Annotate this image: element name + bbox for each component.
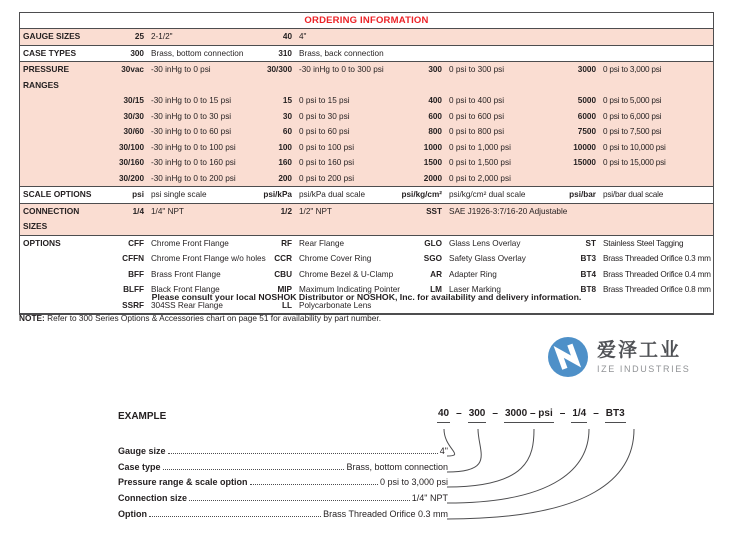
code-cell: RF [281,238,292,248]
code-cell: 60 [282,127,292,136]
section-label: CASE TYPES [23,47,77,58]
part-segment-case-type: 300 [468,408,487,423]
code-cell: CBU [274,269,292,279]
desc-cell: 0 psi to 600 psi [449,111,505,121]
desc-cell: psi/kPa dual scale [299,190,365,199]
desc-cell: Brass Front Flange [151,269,221,279]
code-cell: BT8 [580,285,596,294]
desc-cell: Brass, bottom connection [151,48,244,58]
example-row-label: Case type [118,461,161,472]
example-row-pressure-range [118,475,448,491]
desc-cell: Chrome Front Flange w/o holes [151,254,266,263]
desc-cell: -30 inHg to 0 to 160 psi [151,158,236,167]
note-prefix: NOTE: [19,313,45,323]
code-cell: 30/300 [266,65,292,74]
table-row [20,204,713,235]
desc-cell: Chrome Bezel & U-Clamp [299,269,394,279]
logo-chinese-name: 爱泽工业 [597,339,682,361]
desc-cell: -30 inHg to 0 to 200 psi [151,173,236,183]
example-row-connection-size [118,491,448,507]
code-cell: 400 [428,96,442,105]
part-separator: – [492,408,498,419]
table-row [20,62,713,93]
section-label: CONNECTION SIZES [23,205,80,231]
example-row-label: Option [118,508,147,519]
code-cell: 300 [130,48,144,58]
code-cell: 1/2 [280,206,292,216]
note-text [19,313,381,323]
section-connection-sizes [20,204,713,236]
section-label: GAUGE SIZES [23,31,81,41]
section-pressure-ranges [20,62,713,187]
part-segment-range-scale: 3000 – psi [504,408,554,423]
table-row [20,29,713,45]
code-cell: 40 [282,32,292,41]
code-cell: 200 [278,173,292,183]
desc-cell: 0 psi to 800 psi [449,127,505,136]
desc-cell: Glass Lens Overlay [449,238,521,248]
desc-cell: 304SS Rear Flange [151,300,223,310]
desc-cell: 0 psi to 15,000 psi [603,158,666,167]
desc-cell: psi single scale [151,190,207,199]
desc-cell: -30 inHg to 0 to 60 psi [151,127,232,136]
table-row [20,187,713,203]
code-cell: 310 [278,48,292,58]
table-title: ORDERING INFORMATION [20,13,713,29]
code-cell: BLFF [123,285,144,294]
code-cell: psi/kPa [263,190,292,199]
part-separator: – [559,408,566,419]
example-legend [118,444,448,523]
part-separator: – [456,408,462,419]
desc-cell: 0 psi to 7,500 psi [603,127,662,136]
table-row [20,267,713,283]
desc-cell: -30 inHg to 0 to 15 psi [151,96,232,105]
ize-logo-text [597,341,690,374]
code-cell: 100 [278,142,292,152]
code-cell: 30/60 [123,127,144,136]
table-row [20,109,713,125]
desc-cell: 0 psi to 60 psi [299,127,350,136]
code-cell: 800 [428,127,442,136]
desc-cell: Laser Marking [449,285,501,294]
table-row [20,46,713,62]
table-row [20,155,713,171]
example-row-label: Connection size [118,493,188,504]
desc-cell: 0 psi to 300 psi [449,65,505,74]
desc-cell: Chrome Front Flange [151,238,229,248]
code-cell: AR [430,269,442,279]
dot-leader [163,469,345,470]
code-cell: 5000 [577,96,596,105]
desc-cell: psi/kg/cm² dual scale [449,190,526,199]
desc-cell: 0 psi to 5,000 psi [603,96,662,105]
dot-leader [189,500,410,501]
code-cell: 6000 [577,111,596,121]
desc-cell: 0 psi to 10,000 psi [603,142,666,152]
code-cell: 30/160 [118,158,144,167]
desc-cell: Chrome Cover Ring [299,254,372,263]
code-cell: MIP [277,285,292,294]
desc-cell: 0 psi to 3,000 psi [603,65,662,74]
example-row-gauge-size [118,444,448,460]
desc-cell: 0 psi to 160 psi [299,158,355,167]
section-case-types [20,46,713,63]
ordering-information-table [19,12,714,315]
code-cell: LL [281,300,292,310]
code-cell: psi [132,190,144,199]
code-cell: CCR [274,254,292,263]
code-cell: LM [430,285,442,294]
code-cell: ST [585,238,596,248]
code-cell: 30 [282,111,292,121]
ordering-table-body [20,29,713,313]
code-cell: 30/200 [118,173,144,183]
desc-cell: 4" [299,32,307,41]
dot-leader [168,453,438,454]
desc-cell: Polycarbonate Lens [299,300,372,310]
code-cell: BT3 [580,254,596,263]
desc-cell: 0 psi to 1,000 psi [449,142,511,152]
code-cell: 300 [428,65,442,74]
table-row [20,93,713,109]
consult-distributor-text: Please consult your local NOSHOK Distributor or NOSHOK, Inc. for availability and delivery information. [151,292,582,302]
table-row [20,251,713,267]
desc-cell: 0 psi to 15 psi [299,96,350,105]
desc-cell: Black Front Flange [151,285,220,294]
code-cell: psi/bar [569,190,596,199]
code-cell: 600 [428,111,442,121]
part-separator: – [593,408,599,419]
desc-cell: 1/4" NPT [151,206,184,216]
example-row-value: 4" [439,446,448,456]
code-cell: 3000 [577,65,596,74]
desc-cell: 0 psi to 2,000 psi [449,173,511,183]
desc-cell: Rear Flange [299,238,345,248]
desc-cell: -30 inHg to 0 to 300 psi [299,65,384,74]
example-row-case-type [118,460,448,476]
code-cell: 30/15 [123,96,144,105]
desc-cell: 0 psi to 100 psi [299,142,355,152]
code-cell: BT4 [580,269,596,279]
desc-cell: 0 psi to 1,500 psi [449,158,511,167]
section-gauge-sizes [20,29,713,46]
example-row-value: 0 psi to 3,000 psi [379,477,448,488]
desc-cell: 0 psi to 30 psi [299,111,350,121]
table-row [20,171,713,187]
example-row-option [118,507,448,523]
code-cell: 30/30 [123,111,144,121]
desc-cell: psi/bar dual scale [603,190,664,199]
desc-cell: Brass Threaded Orifice 0.3 mm [603,254,711,263]
example-row-value: 1/4" NPT [411,493,448,504]
desc-cell: Brass Threaded Orifice 0.4 mm [603,269,711,279]
ize-logo-icon [547,336,589,378]
desc-cell: 0 psi to 200 psi [299,173,355,183]
code-cell: CFF [128,238,144,248]
example-row-value: Brass Threaded Orifice 0.3 mm [323,508,448,519]
code-cell: 30vac [121,65,144,74]
part-segment-option: BT3 [605,408,626,423]
code-cell: 1/4 [132,206,144,216]
example-heading: EXAMPLE [118,411,167,422]
desc-cell: Brass, back connection [299,48,384,58]
logo-english-name: IZE INDUSTRIES [597,363,691,374]
desc-cell: Maximum Indicating Pointer [299,285,401,294]
code-cell: 1500 [423,158,442,167]
desc-cell: -30 inHg to 0 to 30 psi [151,111,232,121]
desc-cell: Safety Glass Overlay [449,254,526,263]
table-row [20,140,713,156]
code-cell: CFFN [122,254,144,263]
section-scale-options [20,187,713,204]
code-cell: SSRF [122,300,144,310]
note-body: Refer to 300 Series Options & Accessories chart on page 51 for availability by part number. [44,313,382,323]
dot-leader [250,484,378,485]
example-row-value: Brass, bottom connection [346,461,448,472]
code-cell: 15 [282,96,292,105]
example-part-number [437,408,626,423]
example-row-label: Gauge size [118,446,166,456]
desc-cell: -30 inHg to 0 to 100 psi [151,142,236,152]
code-cell: BFF [128,269,144,279]
desc-cell: 0 psi to 6,000 psi [603,111,662,121]
code-cell: 1000 [423,142,442,152]
code-cell: GLO [424,238,442,248]
part-segment-gauge-size: 40 [437,408,450,423]
desc-cell: 2-1/2" [151,32,173,41]
section-label: SCALE OPTIONS [23,189,92,199]
code-cell: 2000 [423,173,442,183]
desc-cell: Brass Threaded Orifice 0.8 mm [603,285,711,294]
section-label: PRESSURE RANGES [23,64,70,90]
desc-cell: Adapter Ring [449,269,497,279]
code-cell: SST [426,206,442,216]
desc-cell: 1/2" NPT [299,206,332,216]
table-row [20,236,713,252]
dot-leader [149,516,321,517]
desc-cell: 0 psi to 400 psi [449,96,505,105]
code-cell: 15000 [573,158,596,167]
section-label: OPTIONS [23,237,61,248]
code-cell: 25 [134,32,144,41]
code-cell: 10000 [573,142,596,152]
desc-cell: Stainless Steel Tagging [603,238,684,248]
code-cell: SGO [423,254,442,263]
code-cell: 7500 [577,127,596,136]
code-cell: psi/kg/cm² [401,190,442,199]
code-cell: 30/100 [118,142,144,152]
part-segment-connection: 1/4 [571,408,587,423]
desc-cell: -30 inHg to 0 psi [151,65,211,74]
desc-cell: SAE J1926-3:7/16-20 Adjustable [449,206,568,216]
ize-logo [547,336,690,378]
example-row-label: Pressure range & scale option [118,477,248,488]
table-row [20,124,713,140]
code-cell: 160 [278,158,292,167]
